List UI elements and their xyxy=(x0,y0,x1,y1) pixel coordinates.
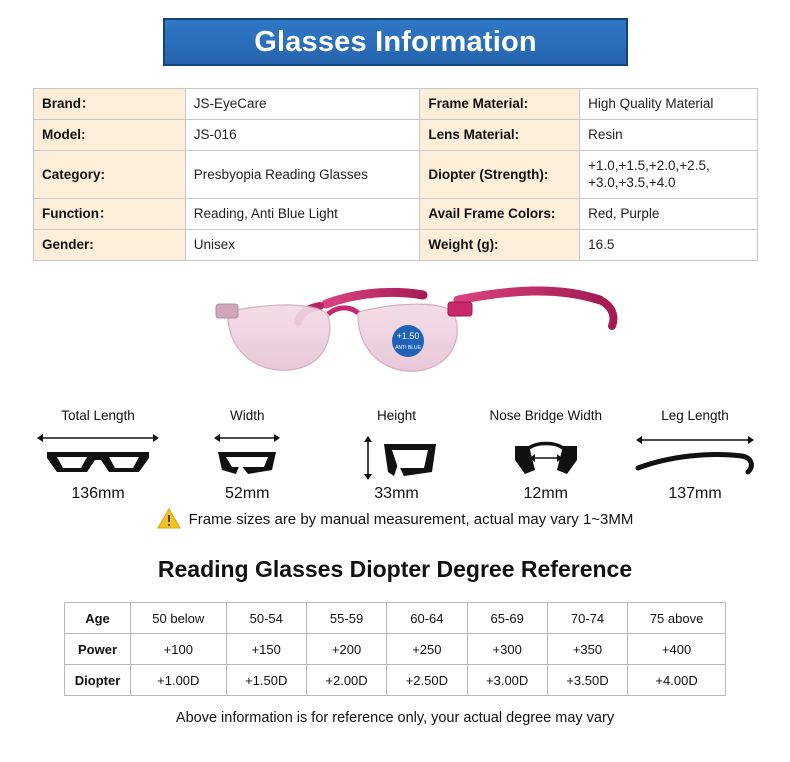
measurement-value: 136mm xyxy=(71,485,125,502)
spec-key: Lens Material: xyxy=(420,119,580,150)
spec-key: Avail Frame Colors: xyxy=(420,199,580,230)
row-label-age: Age xyxy=(65,603,131,634)
note-text: Frame sizes are by manual measurement, actual may vary 1~3MM xyxy=(188,510,634,528)
diopter-section-title: Reading Glasses Diopter Degree Reference xyxy=(157,556,633,582)
measurement-nose-bridge-width xyxy=(472,408,620,503)
spec-key: Frame Material: xyxy=(420,89,580,120)
measurement-label: Height xyxy=(376,408,417,423)
table-row xyxy=(65,634,726,665)
page-title-banner xyxy=(163,18,628,66)
measurement-note xyxy=(0,508,790,530)
diopter-cell: +1.00D xyxy=(131,665,227,696)
table-row xyxy=(34,230,758,261)
spec-value: Red, Purple xyxy=(580,199,758,230)
measurement-value: 33mm xyxy=(374,485,419,502)
spec-value: Reading, Anti Blue Light xyxy=(185,199,420,230)
age-cell: 60-64 xyxy=(387,603,467,634)
table-row xyxy=(34,89,758,120)
table-row xyxy=(65,603,726,634)
spec-value: Presbyopia Reading Glasses xyxy=(185,150,420,199)
row-label-diopter: Diopter xyxy=(65,665,131,696)
page-title: Glasses Information xyxy=(254,25,537,58)
measurement-value: 12mm xyxy=(523,485,568,502)
power-cell: +400 xyxy=(628,634,726,665)
measurements-row xyxy=(24,408,769,503)
spec-key: Brand： xyxy=(34,89,186,120)
power-cell: +100 xyxy=(131,634,227,665)
measurement-value: 52mm xyxy=(225,485,270,502)
age-cell: 70-74 xyxy=(547,603,627,634)
diopter-reference-table xyxy=(64,602,726,696)
diopter-cell: +2.50D xyxy=(387,665,467,696)
warning-triangle-icon xyxy=(157,508,181,530)
power-cell: +200 xyxy=(306,634,386,665)
measurement-label: Width xyxy=(229,408,265,423)
spec-key: Function： xyxy=(34,199,186,230)
diopter-cell: +2.00D xyxy=(306,665,386,696)
row-label-power: Power xyxy=(65,634,131,665)
age-cell: 75 above xyxy=(628,603,726,634)
spec-value: Resin xyxy=(580,119,758,150)
table-row xyxy=(34,119,758,150)
diopter-cell: +4.00D xyxy=(628,665,726,696)
lens-width-icon xyxy=(192,429,302,481)
spec-value: High Quality Material xyxy=(580,89,758,120)
product-photo xyxy=(208,262,628,397)
table-row xyxy=(34,199,758,230)
diopter-cell: +3.00D xyxy=(467,665,547,696)
spec-key: Category: xyxy=(34,150,186,199)
measurement-leg-length xyxy=(621,408,769,503)
temple-arm-icon xyxy=(630,429,760,481)
spec-key: Diopter (Strength): xyxy=(420,150,580,199)
spec-value: +1.0,+1.5,+2.0,+2.5, +3.0,+3.5,+4.0 xyxy=(580,150,758,199)
measurement-width xyxy=(173,408,321,503)
measurement-value: 137mm xyxy=(668,485,722,502)
specification-table xyxy=(33,88,758,261)
diopter-cell: +1.50D xyxy=(226,665,306,696)
age-cell: 55-59 xyxy=(306,603,386,634)
spec-value: Unisex xyxy=(185,230,420,261)
lens-height-icon xyxy=(342,429,452,481)
age-cell: 50 below xyxy=(131,603,227,634)
measurement-label: Total Length xyxy=(61,408,135,423)
measurement-label: Leg Length xyxy=(661,408,729,423)
power-cell: +300 xyxy=(467,634,547,665)
table-row xyxy=(34,150,758,199)
spec-value: JS-EyeCare xyxy=(185,89,420,120)
nose-bridge-icon xyxy=(491,429,601,481)
spec-value: JS-016 xyxy=(185,119,420,150)
age-cell: 50-54 xyxy=(226,603,306,634)
measurement-height xyxy=(323,408,471,503)
spec-value: 16.5 xyxy=(580,230,758,261)
spec-key: Model: xyxy=(34,119,186,150)
svg-text:ANTI BLUE: ANTI BLUE xyxy=(395,345,421,351)
spec-key: Gender: xyxy=(34,230,186,261)
table-row xyxy=(65,665,726,696)
power-cell: +150 xyxy=(226,634,306,665)
power-cell: +250 xyxy=(387,634,467,665)
spec-key: Weight (g): xyxy=(420,230,580,261)
age-cell: 65-69 xyxy=(467,603,547,634)
lens-badge-text: +1.50 xyxy=(396,331,420,341)
power-cell: +350 xyxy=(547,634,627,665)
footer-disclaimer: Above information is for reference only, your actual degree may vary xyxy=(175,710,615,726)
measurement-total-length xyxy=(24,408,172,503)
diopter-cell: +3.50D xyxy=(547,665,627,696)
measurement-label: Nose Bridge Width xyxy=(489,408,603,423)
glasses-full-icon xyxy=(33,429,163,481)
